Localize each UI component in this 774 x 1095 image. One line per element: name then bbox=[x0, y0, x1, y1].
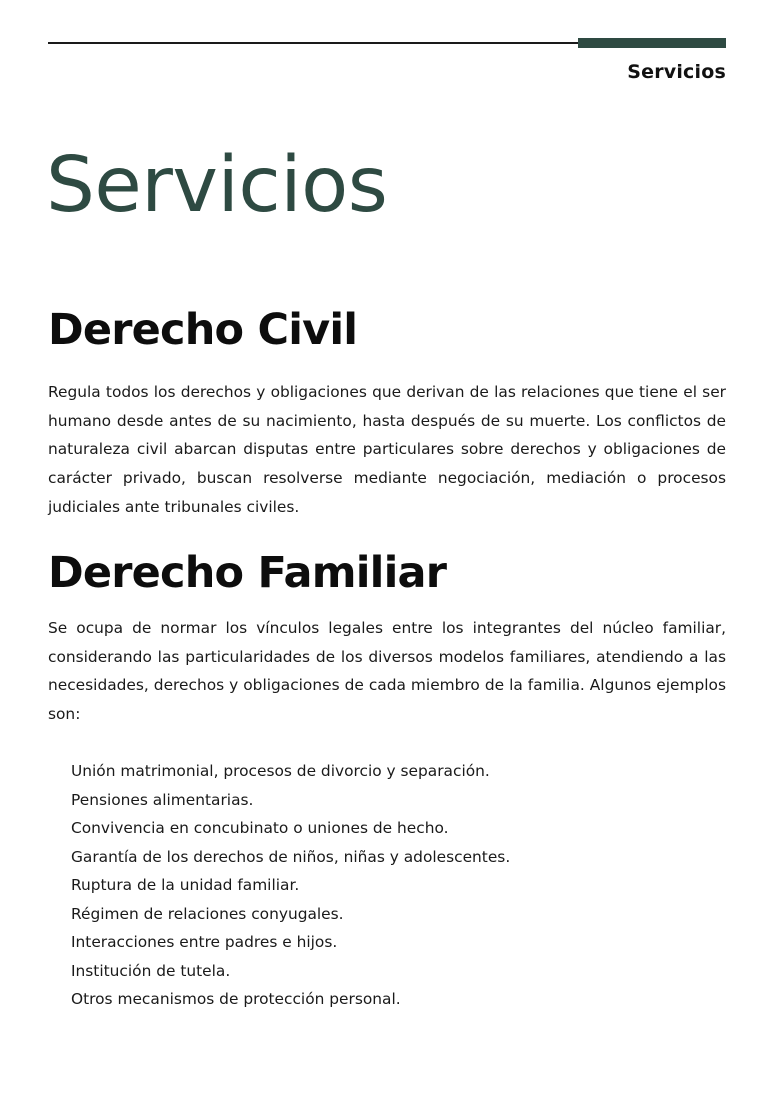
list-item: Régimen de relaciones conyugales. bbox=[71, 904, 344, 923]
examples-list bbox=[71, 757, 726, 1014]
list-item: Unión matrimonial, procesos de divorcio y separación. bbox=[71, 762, 490, 780]
list-item: Pensiones alimentarias. bbox=[71, 790, 254, 809]
section-heading-derecho-civil: Derecho Civil bbox=[48, 305, 358, 355]
running-header: Servicios bbox=[627, 61, 726, 83]
list-item: Convivencia en concubinato o uniones de hecho. bbox=[71, 819, 449, 837]
list-item: Institución de tutela. bbox=[71, 961, 231, 980]
page-title: Servicios bbox=[46, 141, 388, 230]
list-item: Garantía de los derechos de niños, niñas y adolescentes. bbox=[71, 847, 511, 866]
header-rule bbox=[48, 42, 578, 44]
header-accent-bar bbox=[578, 38, 726, 48]
list-item: Otros mecanismos de protección personal. bbox=[71, 990, 401, 1008]
section-paragraph-derecho-civil: Regula todos los derechos y obligaciones que derivan de las relaciones que tiene el ser humano desde antes de su nacimiento, hasta después de su muerte. Los conflictos de naturaleza civil abarcan disputas entre particulares sobre derechos y obligaciones de carácter privado, buscan resolverse mediante negociación, mediación o procesos judiciales ante tribunales civiles. bbox=[48, 383, 726, 516]
section-heading-derecho-familiar: Derecho Familiar bbox=[48, 548, 447, 598]
list-item: Interacciones entre padres e hijos. bbox=[71, 933, 338, 951]
section-paragraph-derecho-familiar: Se ocupa de normar los vínculos legales entre los integrantes del núcleo familiar, considerando las particularidades de los diversos modelos familiares, atendiendo a las necesidades, derechos y obligaciones de cada miembro de la familia. Algunos ejemplos son: bbox=[48, 619, 726, 724]
list-item: Ruptura de la unidad familiar. bbox=[71, 876, 300, 894]
